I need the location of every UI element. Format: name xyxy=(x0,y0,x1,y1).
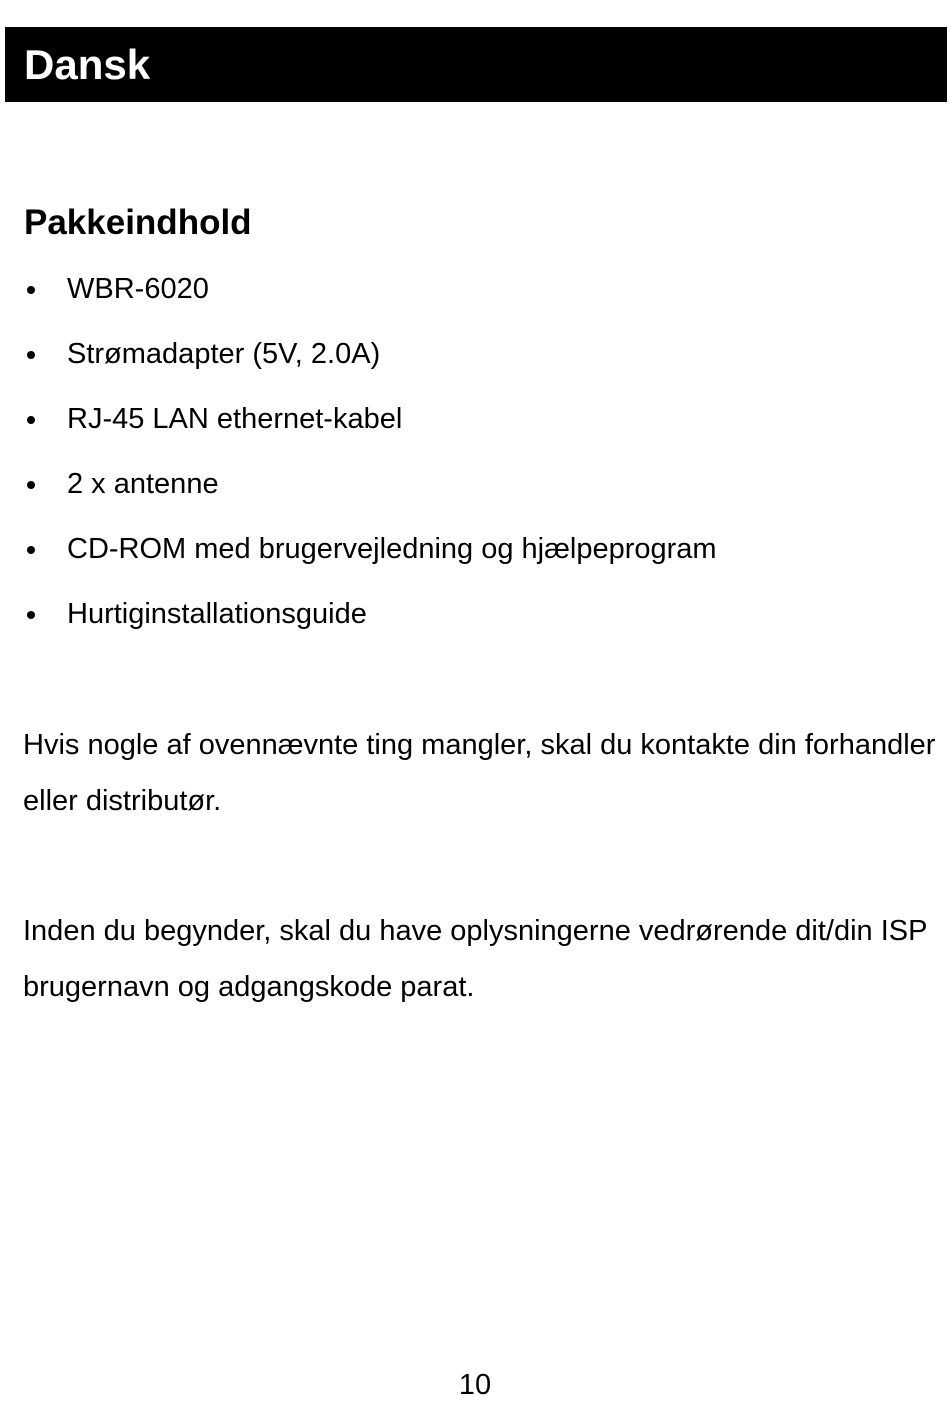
bullet-icon xyxy=(27,546,35,554)
list-item-text: RJ-45 LAN ethernet-kabel xyxy=(67,403,403,435)
language-title: Dansk xyxy=(24,41,151,88)
list-item-text: Strømadapter (5V, 2.0A) xyxy=(67,338,381,370)
list-item-text: Hurtiginstallationsguide xyxy=(67,598,367,630)
list-item-text: CD-ROM med brugervejledning og hjælpeprogram xyxy=(67,533,717,565)
package-contents-heading: Pakkeindhold xyxy=(24,203,252,242)
bullet-icon xyxy=(27,351,35,359)
before-start-paragraph: Inden du begynder, skal du have oplysningerne vedrørende dit/din ISP brugernavn og adgangskode parat. xyxy=(23,915,927,1003)
page-number: 10 xyxy=(458,1369,492,1401)
language-banner xyxy=(5,27,947,102)
missing-items-paragraph: Hvis nogle af ovennævnte ting mangler, skal du kontakte din forhandler eller distributør. xyxy=(23,729,936,817)
bullet-icon xyxy=(27,481,35,489)
bullet-icon xyxy=(27,611,35,619)
bullet-icon xyxy=(27,416,35,424)
list-item-text: WBR-6020 xyxy=(67,273,209,305)
list-item-text: 2 x antenne xyxy=(67,468,219,500)
bullet-icon xyxy=(27,286,35,294)
